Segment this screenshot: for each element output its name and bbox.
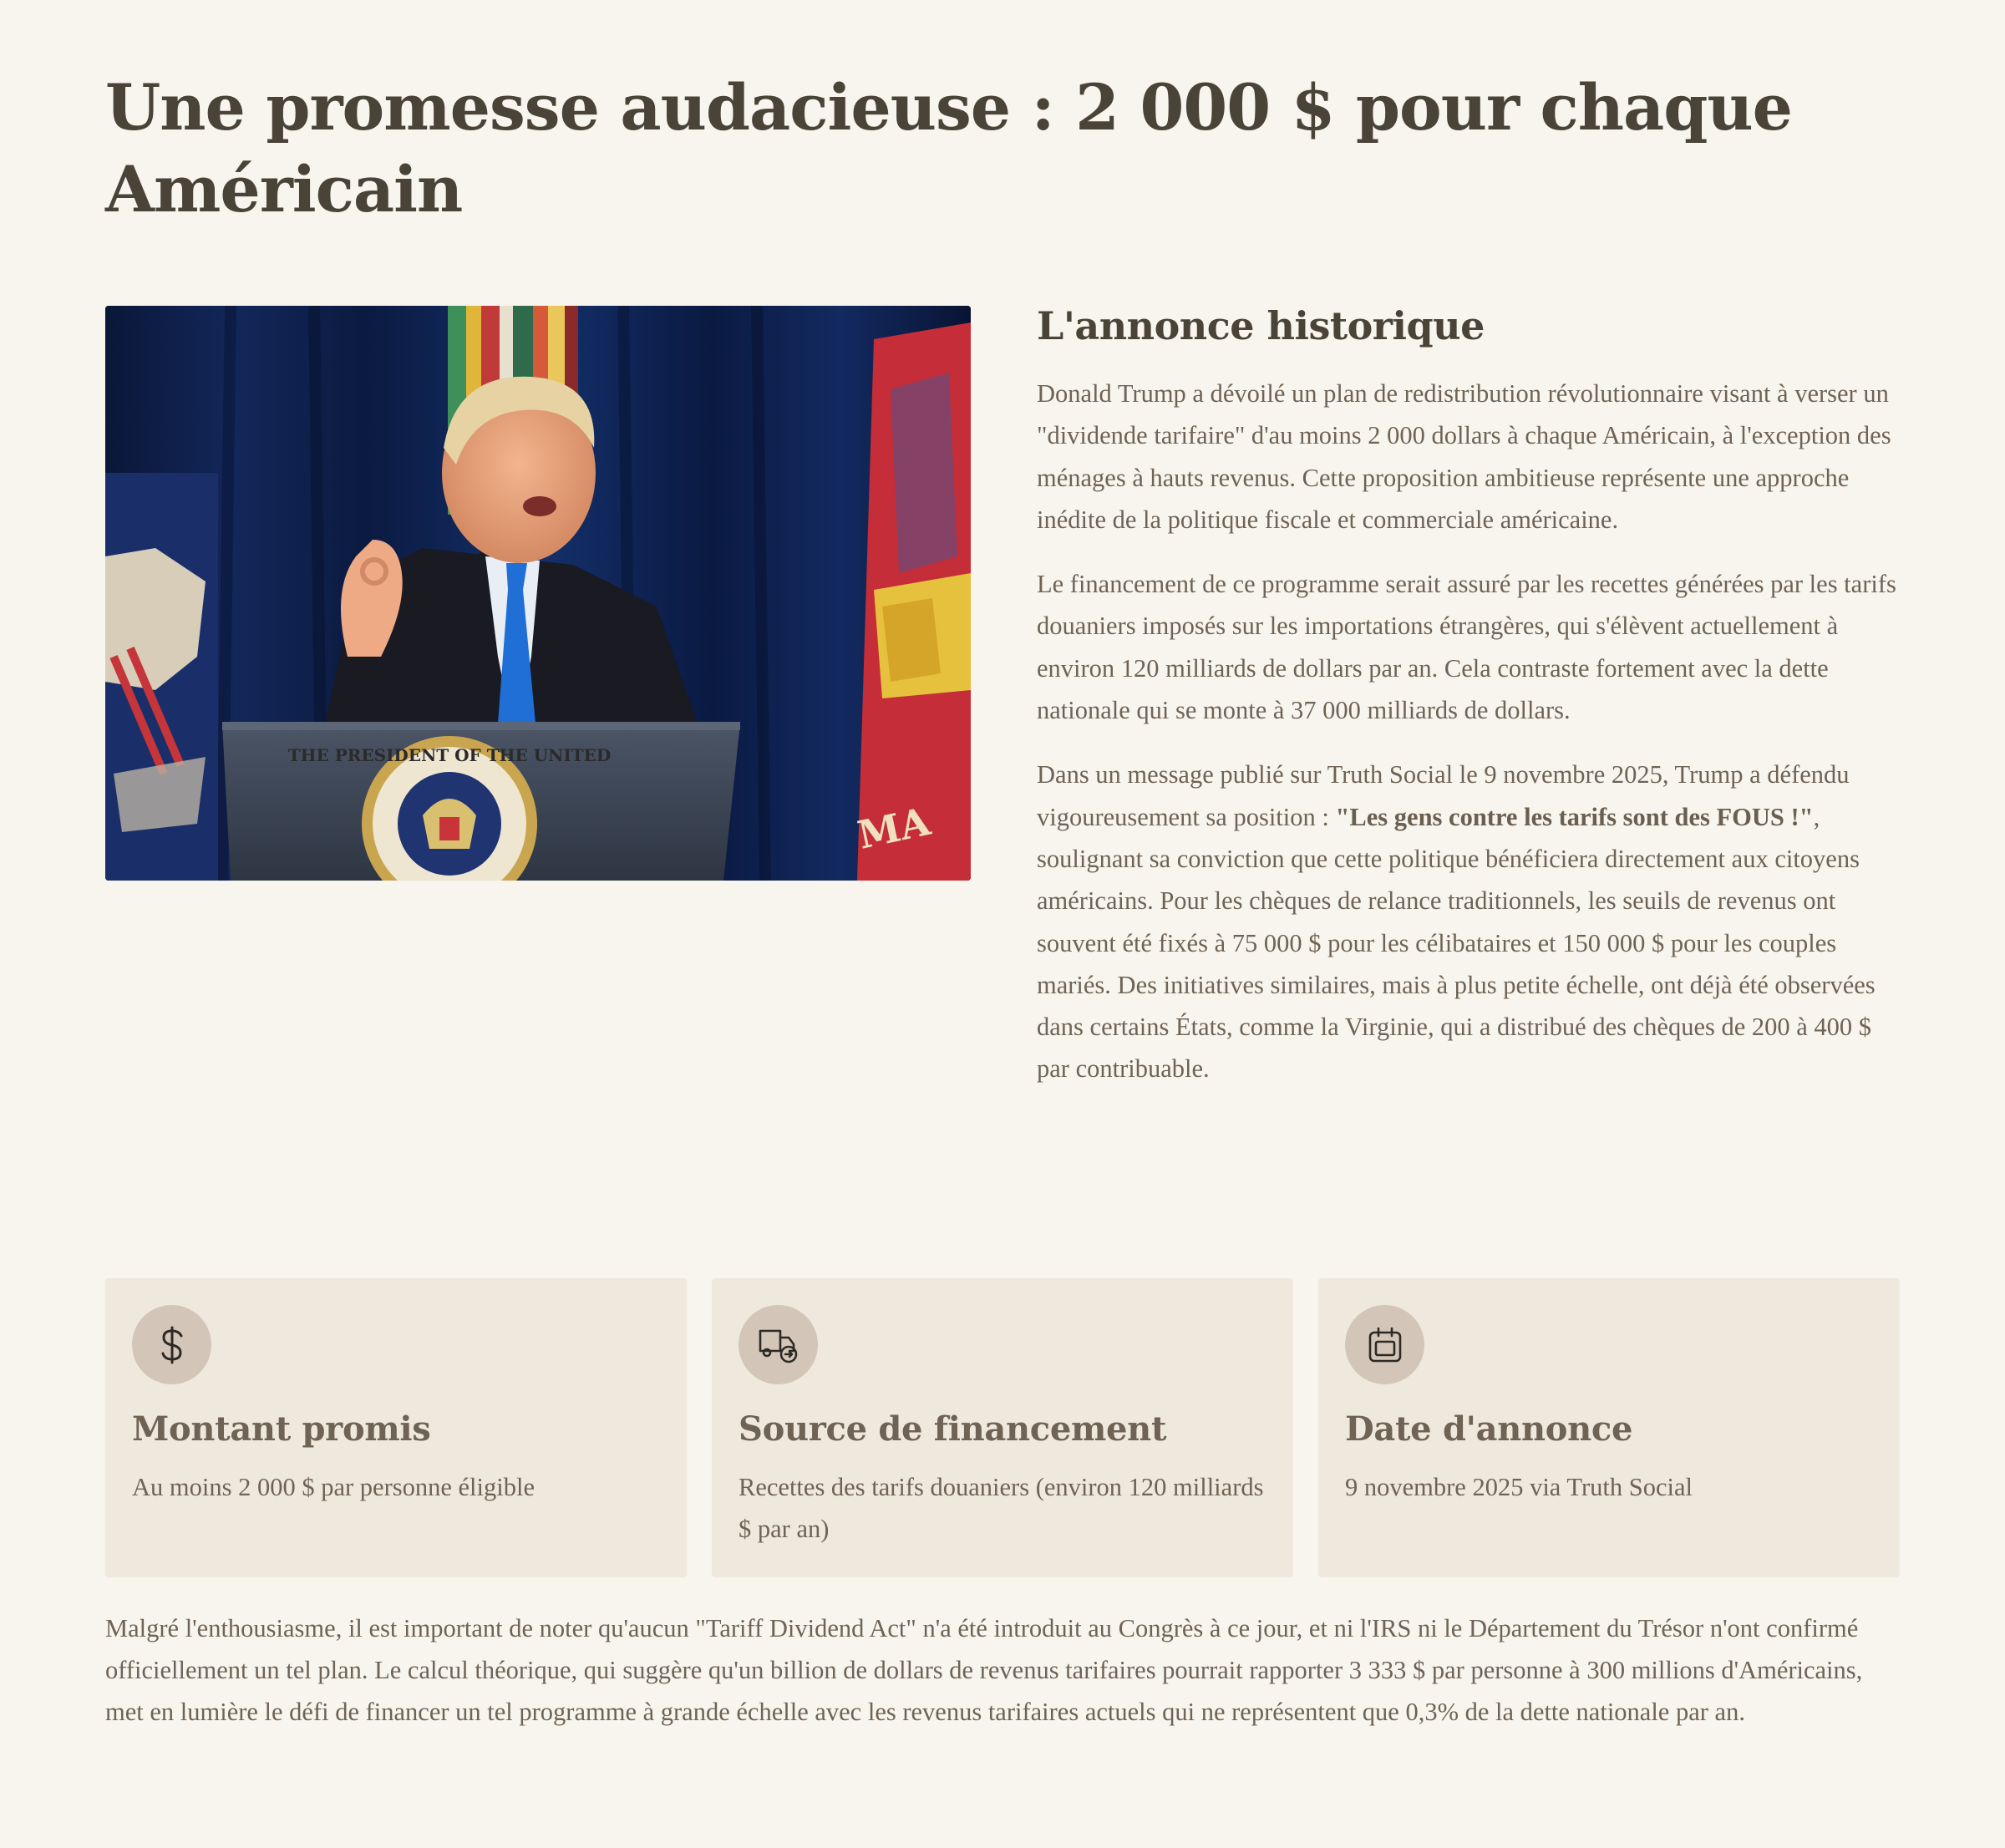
card-title: Montant promis xyxy=(132,1409,431,1449)
paragraph-text: Dans un message publié sur Truth Social le 9 novembre 2025, Trump a défendu vigoureusement sa position : xyxy=(1037,760,1850,831)
article-paragraph-2: Le financement de ce programme serait assuré par les recettes générées par les tarifs douaniers imposés sur les importations étrangères, qui s'élèvent actuellement à environ 120 milliards de dollars par an. Cela contraste fortement avec la dette nationale qui se monte à 37 000 milliards de dollars. xyxy=(1037,570,1896,725)
info-cards xyxy=(105,1278,1900,1577)
page-title: Une promesse audacieuse : 2 000 $ pour chaque Américain xyxy=(105,70,1793,226)
info-card-date xyxy=(1318,1278,1900,1577)
paragraph-text: , soulignant sa conviction que cette politique bénéficiera directement aux citoyens américains. Pour les chèques de relance traditionnels, les seuils de revenus ont souvent été fixés à 75 000 $ pour les célibataires et 150 000 $ pour les couples mariés. Des initiatives similaires, mais à plus petite échelle, ont déjà été observées dans certains États, comme la Virginie, qui a distribué des chèques de 200 à 400 $ par contribuable. xyxy=(1037,802,1876,1084)
truck-icon xyxy=(739,1305,818,1384)
section-heading: L'annonce historique xyxy=(1037,303,1485,348)
card-title: Date d'annonce xyxy=(1345,1409,1633,1449)
card-text: Recettes des tarifs douaniers (environ 120 milliards $ par an) xyxy=(739,1473,1264,1543)
info-card-funding xyxy=(712,1278,1293,1577)
dollar-icon xyxy=(132,1305,211,1384)
closing-paragraph: Malgré l'enthousiasme, il est important de noter qu'aucun "Tariff Dividend Act" n'a été introduit au Congrès à ce jour, et ni l'IRS ni le Département du Trésor n'ont confirmé officiellement un tel plan. Le calcul théorique, qui suggère qu'un billion de dollars de revenus tarifaires pourrait rapporter 3 333 $ par personne à 300 millions d'Américains, met en lumière le défi de financer un tel programme à grande échelle avec les revenus tarifaires actuels qui ne représentent que 0,3% de la dette nationale par an. xyxy=(105,1614,1863,1727)
speaker-photo xyxy=(105,306,971,881)
calendar-icon xyxy=(1345,1305,1424,1384)
article xyxy=(1037,303,1900,1113)
card-title: Source de financement xyxy=(739,1409,1167,1449)
info-card-amount xyxy=(105,1278,687,1577)
trump-quote: "Les gens contre les tarifs sont des FOUS !" xyxy=(1335,802,1814,831)
seal-text: THE PRESIDENT OF THE UNITED xyxy=(287,745,612,765)
svg-text:MA: MA xyxy=(854,798,935,858)
card-text: 9 novembre 2025 via Truth Social xyxy=(1345,1473,1693,1501)
intro-section xyxy=(105,303,1900,1225)
card-text: Au moins 2 000 $ par personne éligible xyxy=(132,1473,535,1501)
article-paragraph-3 xyxy=(1037,754,1900,1089)
article-paragraph-1: Donald Trump a dévoilé un plan de redistribution révolutionnaire visant à verser un "dividende tarifaire" d'au moins 2 000 dollars à chaque Américain, à l'exception des ménages à hauts revenus. Cette proposition ambitieuse représente une approche inédite de la politique fiscale et commerciale américaine. xyxy=(1037,379,1891,534)
